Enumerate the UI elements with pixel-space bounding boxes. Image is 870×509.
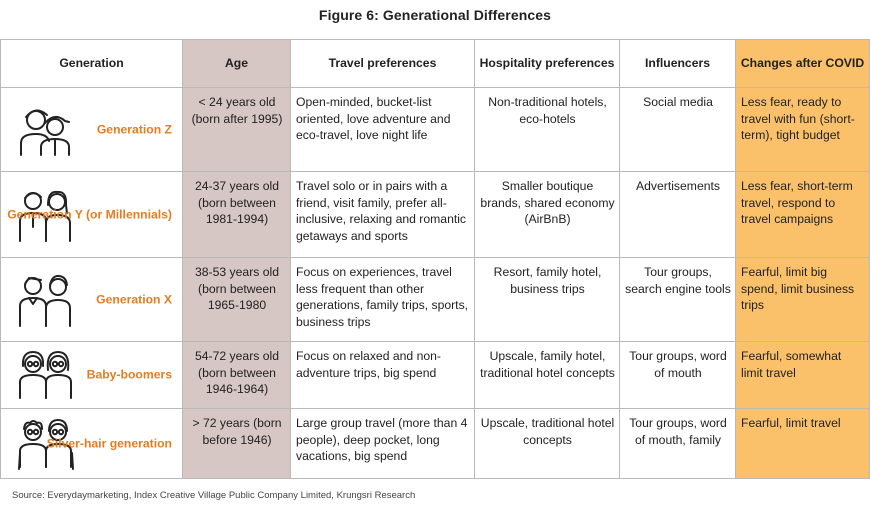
age-cell: 38-53 years old (born between 1965-1980 — [183, 258, 291, 342]
age-cell: < 24 years old (born after 1995) — [183, 88, 291, 172]
hospitality-cell: Upscale, family hotel, traditional hotel concepts — [475, 342, 620, 409]
travel-cell: Travel solo or in pairs with a friend, visit family, prefer all-inclusive, relaxing and romantic getaways and sports — [291, 172, 475, 258]
changes-cell: Less fear, ready to travel with fun (short-term), tight budget — [736, 88, 870, 172]
header-travel-preferences: Travel preferences — [291, 40, 475, 88]
age-cell: > 72 years (born before 1946) — [183, 409, 291, 479]
hospitality-cell: Resort, family hotel, business trips — [475, 258, 620, 342]
table-row — [1, 342, 870, 409]
influencers-cell: Advertisements — [620, 172, 736, 258]
influencers-cell: Tour groups, word of mouth, family — [620, 409, 736, 479]
travel-cell: Focus on relaxed and non-adventure trips, big spend — [291, 342, 475, 409]
table-row — [1, 409, 870, 479]
hospitality-cell: Non-traditional hotels, eco-hotels — [475, 88, 620, 172]
age-cell: 24-37 years old (born between 1981-1994) — [183, 172, 291, 258]
travel-cell: Open-minded, bucket-list oriented, love adventure and eco-travel, love night life — [291, 88, 475, 172]
generation-cell — [1, 88, 183, 172]
generation-cell — [1, 258, 183, 342]
influencers-cell: Social media — [620, 88, 736, 172]
changes-cell: Less fear, short-term travel, respond to travel campaigns — [736, 172, 870, 258]
generation-label: Silver-hair generation — [46, 436, 172, 451]
gen-z-people-icon — [17, 103, 75, 157]
generation-label: Baby-boomers — [86, 367, 172, 382]
changes-cell: Fearful, somewhat limit travel — [736, 342, 870, 409]
generational-differences-table — [0, 39, 870, 479]
source-note: Source: Everydaymarketing, Index Creative Village Public Company Limited, Krungsri Research — [12, 490, 416, 501]
generation-cell — [1, 172, 183, 258]
header-influencers: Influencers — [620, 40, 736, 88]
changes-cell: Fearful, limit big spend, limit business trips — [736, 258, 870, 342]
travel-cell: Focus on experiences, travel less frequent than other generations, family trips, sports, business trips — [291, 258, 475, 342]
table-row — [1, 172, 870, 258]
header-changes-after-covid: Changes after COVID — [736, 40, 870, 88]
hospitality-cell: Smaller boutique brands, shared economy (AirBnB) — [475, 172, 620, 258]
generation-cell — [1, 342, 183, 409]
table-row — [1, 258, 870, 342]
figure-title: Figure 6: Generational Differences — [318, 7, 552, 23]
table-row — [1, 88, 870, 172]
gen-x-people-icon — [17, 272, 75, 328]
age-cell: 54-72 years old (born between 1946-1964) — [183, 342, 291, 409]
generation-cell — [1, 409, 183, 479]
header-row — [1, 40, 870, 88]
header-generation: Generation — [1, 40, 183, 88]
travel-cell: Large group travel (more than 4 people), deep pocket, long vacations, big spend — [291, 409, 475, 479]
baby-boomers-people-icon — [17, 350, 75, 400]
generation-label: Generation X — [96, 292, 172, 307]
changes-cell: Fearful, limit travel — [736, 409, 870, 479]
influencers-cell: Tour groups, search engine tools — [620, 258, 736, 342]
generation-label: Generation Y (or Millennials) — [7, 207, 172, 222]
header-age: Age — [183, 40, 291, 88]
generation-label: Generation Z — [96, 122, 172, 137]
influencers-cell: Tour groups, word of mouth — [620, 342, 736, 409]
hospitality-cell: Upscale, traditional hotel concepts — [475, 409, 620, 479]
header-hospitality-preferences: Hospitality preferences — [475, 40, 620, 88]
